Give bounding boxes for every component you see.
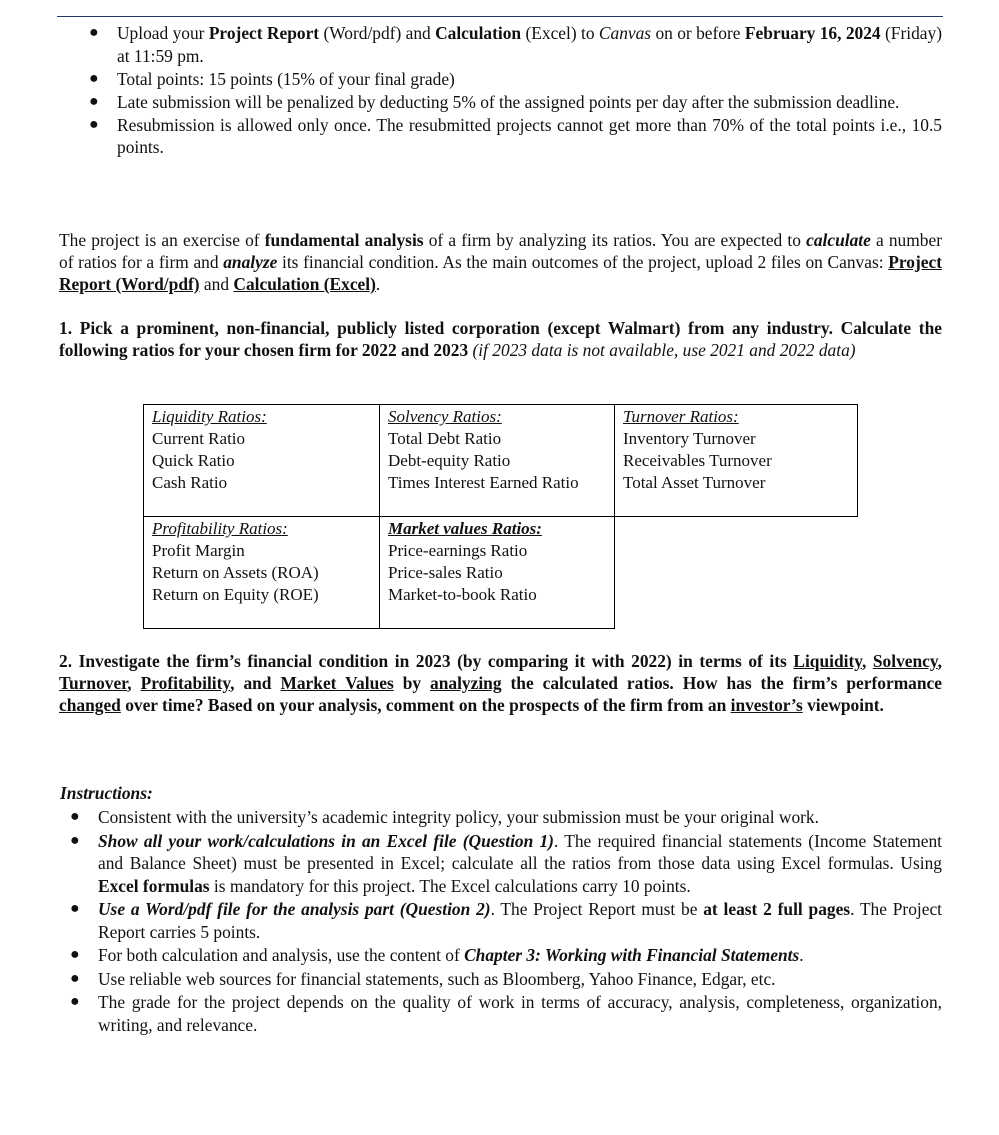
text: , <box>127 673 141 693</box>
text: the calculated ratios. How has the firm’s performance <box>501 673 942 693</box>
market-values-header: Market values Ratios: <box>388 519 542 538</box>
text: . <box>799 945 804 965</box>
ratio-item: Return on Equity (ROE) <box>152 585 319 604</box>
text: is mandatory for this project. The Excel calculations carry 10 points. <box>209 875 691 896</box>
ratio-item: Receivables Turnover <box>623 451 772 470</box>
instruction-item <box>37 968 942 991</box>
text-underline: Turnover <box>59 673 128 693</box>
header-rule <box>57 16 943 17</box>
text: Late submission will be penalized by deducting 5% of the assigned points per day after the submission deadline. <box>117 91 900 112</box>
ratio-item: Return on Assets (ROA) <box>152 563 319 582</box>
text-underline: Profitability <box>140 673 231 693</box>
text-bold: at least 2 full pages <box>703 899 851 919</box>
text: by <box>393 673 431 693</box>
question-1 <box>59 317 942 361</box>
profitability-cell <box>144 517 380 629</box>
solvency-header: Solvency Ratios: <box>388 407 502 426</box>
ratio-item: Debt-equity Ratio <box>388 451 511 470</box>
instruction-item <box>37 830 942 898</box>
text: . The required financial statements (Income Statement and Balance Sheet) must be presented in Excel; calculate all the ratios from those data using Excel formulas. Using <box>98 830 942 873</box>
text-underline: investor’s <box>730 695 803 715</box>
text-underline: Solvency <box>872 651 938 671</box>
bullet-late <box>56 91 942 114</box>
bullet-icon: ● <box>89 92 99 110</box>
bullet-points <box>56 68 942 91</box>
bullet-icon: ● <box>89 115 99 133</box>
text: viewpoint. <box>802 695 884 715</box>
text: a number of ratios for a firm and <box>59 230 942 272</box>
question-1-text: 1. Pick a prominent, non-financial, publicly listed corporation (except Walmart) from any industry. Calculate the following ratios for your chosen firm for 2022 and 2023 <box>59 318 942 360</box>
text: The project is an exercise of <box>59 230 265 250</box>
liquidity-cell <box>144 405 380 517</box>
instruction-item <box>37 991 942 1036</box>
text-bold-italic: Use a Word/pdf file for the analysis part (Question 2) <box>98 899 491 919</box>
bullet-upload <box>56 22 942 67</box>
text-underline: Liquidity <box>793 651 862 671</box>
text-underline: analyzing <box>430 673 502 693</box>
question-2-text <box>59 651 942 715</box>
bullet-icon: ● <box>70 946 80 963</box>
text-bold: Calculation <box>435 23 522 43</box>
text-italic: Canvas <box>598 23 652 43</box>
ratio-item: Total Debt Ratio <box>388 429 502 448</box>
text: , and <box>230 673 281 693</box>
text: The grade for the project depends on the quality of work in terms of accuracy, analysis, completeness, organization, writing, and relevance. <box>98 992 942 1035</box>
solvency-cell <box>380 405 615 517</box>
text-bold: fundamental analysis <box>264 230 424 250</box>
market-values-cell <box>380 517 615 629</box>
text: , <box>861 651 873 671</box>
bullet-icon: ● <box>70 808 80 825</box>
ratio-item: Times Interest Earned Ratio <box>388 473 579 492</box>
bullet-icon: ● <box>70 969 80 987</box>
submission-bullets <box>56 22 942 159</box>
question-2 <box>59 650 942 716</box>
profitability-header: Profitability Ratios: <box>152 519 288 538</box>
bullet-icon: ● <box>89 69 99 87</box>
text: Total points: 15 points (15% of your final grade) <box>117 68 455 89</box>
text: . <box>375 274 381 294</box>
text: Resubmission is allowed only once. The resubmitted projects cannot get more than 70% of the total points i.e., 10.5 points. <box>117 114 942 157</box>
ratio-item: Price-earnings Ratio <box>388 541 528 560</box>
calculation-link[interactable]: Calculation (Excel) <box>233 274 376 294</box>
text: over time? Based on your analysis, comment on the prospects of the firm from an <box>120 695 731 715</box>
ratio-item: Total Asset Turnover <box>623 473 766 492</box>
ratio-item: Price-sales Ratio <box>388 563 503 582</box>
text: its financial condition. As the main outcomes of the project, upload 2 files on Canvas: <box>277 252 889 272</box>
instruction-item <box>37 806 942 829</box>
text: Upload your <box>117 23 209 43</box>
turnover-cell <box>615 405 858 517</box>
liquidity-header: Liquidity Ratios: <box>152 407 267 426</box>
instructions-title: Instructions: <box>60 783 153 803</box>
text: of a firm by analyzing its ratios. You are expected to <box>423 230 807 250</box>
text: 2. Investigate the firm’s financial condition in 2023 (by comparing it with 2022) in terms of its <box>59 651 794 671</box>
turnover-header: Turnover Ratios: <box>623 407 739 426</box>
project-report-link[interactable]: Project Report (Word/pdf) <box>59 252 942 294</box>
text-bold-italic: analyze <box>223 252 278 272</box>
text: Consistent with the university’s academic integrity policy, your submission must be your original work. <box>98 807 819 827</box>
due-date: February 16, 2024 <box>744 23 881 43</box>
question-1-note: (if 2023 data is not available, use 2021 and 2022 data) <box>468 340 856 360</box>
bullet-resubmission <box>56 114 942 159</box>
ratio-item: Profit Margin <box>152 541 245 560</box>
text: and <box>199 274 234 294</box>
ratio-item: Current Ratio <box>152 429 246 448</box>
bullet-icon: ● <box>70 900 80 917</box>
text-bold: Project Report <box>208 23 320 43</box>
text-underline: Market Values <box>280 673 394 693</box>
text-bold-italic: calculate <box>806 230 871 250</box>
text: . The Project Report carries 5 points. <box>98 899 942 942</box>
text: . The Project Report must be <box>490 899 704 919</box>
ratio-item: Market-to-book Ratio <box>388 585 537 604</box>
text-bold-italic: Show all your work/calculations in an Excel file (Question 1) <box>98 830 554 851</box>
bullet-icon: ● <box>89 24 99 41</box>
text: (Word/pdf) and <box>319 23 436 43</box>
text: Use reliable web sources for financial statements, such as Bloomberg, Yahoo Finance, Edgar, etc. <box>98 968 776 989</box>
intro-paragraph <box>59 229 942 295</box>
bullet-icon: ● <box>70 831 80 849</box>
text: For both calculation and analysis, use the content of <box>98 945 465 965</box>
instructions-list <box>37 806 942 1037</box>
text: on or before <box>651 23 745 43</box>
text-underline: changed <box>59 695 121 715</box>
ratio-item: Quick Ratio <box>152 451 235 470</box>
text-bold: Excel formulas <box>98 875 210 896</box>
text: (Excel) to <box>521 23 599 43</box>
bullet-icon: ● <box>70 993 80 1010</box>
ratio-item: Cash Ratio <box>152 473 228 492</box>
ratio-table <box>143 404 858 629</box>
instruction-item <box>37 898 942 943</box>
ratio-item: Inventory Turnover <box>623 429 756 448</box>
text-bold-italic: Chapter 3: Working with Financial Statements <box>464 945 800 965</box>
empty-cell <box>615 517 858 629</box>
text: , <box>937 651 942 671</box>
text: (Friday) at 11:59 pm. <box>117 23 942 66</box>
instruction-item <box>37 944 942 967</box>
